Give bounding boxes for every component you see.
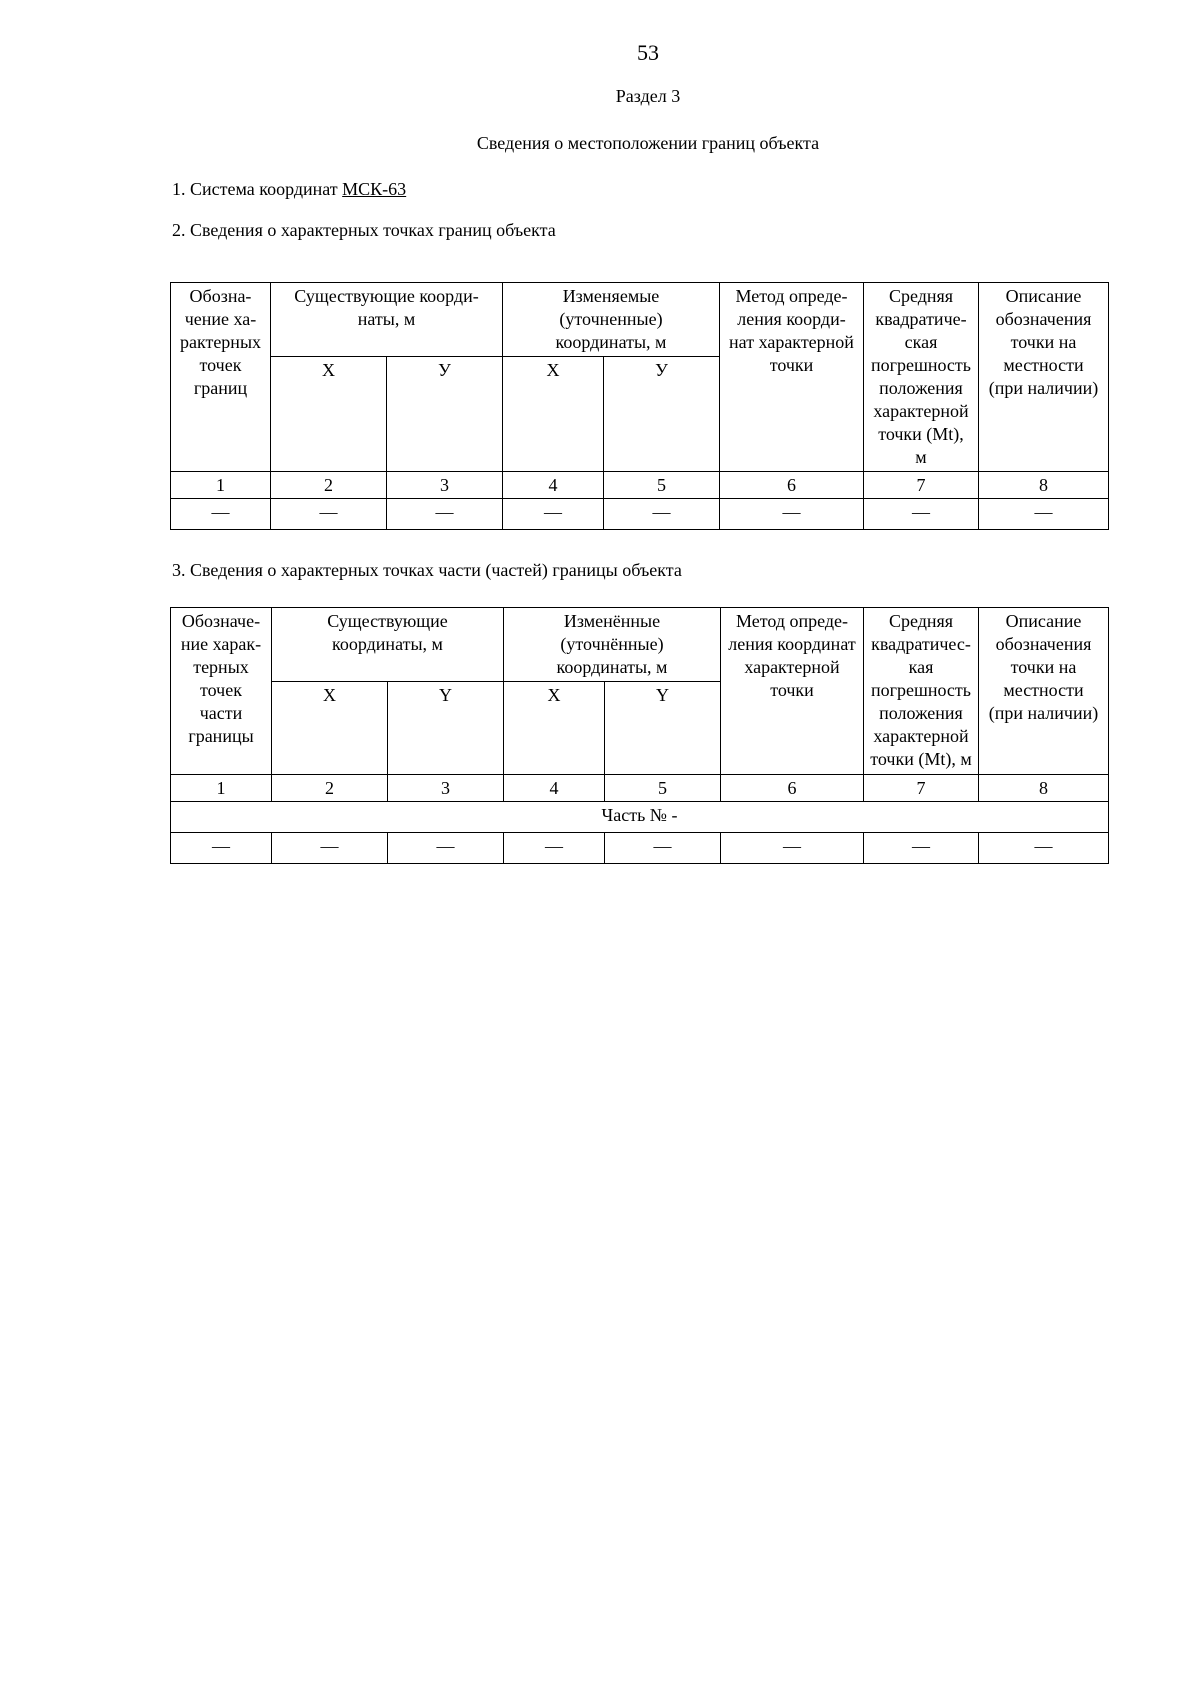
column-number: 8 bbox=[979, 472, 1109, 499]
header-y-existing: У bbox=[387, 357, 503, 472]
empty-cell-dash: — bbox=[605, 833, 721, 864]
column-number: 7 bbox=[864, 472, 979, 499]
coordinate-system-value: МСК-63 bbox=[342, 179, 407, 199]
empty-cell-dash: — bbox=[387, 499, 503, 530]
section-label: Раздел 3 bbox=[615, 86, 681, 106]
empty-cell-dash: — bbox=[864, 499, 979, 530]
empty-cell-dash: — bbox=[864, 833, 979, 864]
coordinate-system-line bbox=[172, 179, 406, 200]
part-points-table bbox=[170, 607, 1109, 864]
empty-cell-dash: — bbox=[388, 833, 504, 864]
empty-cell-dash: — bbox=[720, 499, 864, 530]
empty-cell-dash: — bbox=[721, 833, 864, 864]
empty-cell-dash: — bbox=[979, 499, 1109, 530]
column-numbers-row bbox=[171, 775, 1109, 802]
column-number: 1 bbox=[171, 775, 272, 802]
column-number: 4 bbox=[503, 472, 604, 499]
header-method: Метод опреде- ления коорди- нат характерной точки bbox=[720, 283, 864, 472]
empty-cell-dash: — bbox=[504, 833, 605, 864]
column-number: 5 bbox=[605, 775, 721, 802]
header-y-changed: Y bbox=[605, 682, 721, 775]
column-number: 6 bbox=[721, 775, 864, 802]
column-number: 3 bbox=[387, 472, 503, 499]
header-changed-coordinates: Изменяемые (уточненные) координаты, м bbox=[503, 283, 720, 357]
part-label: Часть № - bbox=[171, 802, 1109, 833]
header-point-designation: Обозна- чение ха- рактерных точек границ bbox=[171, 283, 271, 472]
characteristic-points-heading: 2. Сведения о характерных точках границ объекта bbox=[172, 220, 556, 240]
header-description: Описание обозначения точки на местности (при наличии) bbox=[979, 608, 1109, 775]
column-number: 7 bbox=[864, 775, 979, 802]
empty-cell-dash: — bbox=[271, 499, 387, 530]
column-number: 4 bbox=[504, 775, 605, 802]
empty-cell-dash: — bbox=[604, 499, 720, 530]
header-changed-coordinates: Изменённые (уточнённые) координаты, м bbox=[504, 608, 721, 682]
section-title: Сведения о местоположении границ объекта bbox=[476, 133, 820, 153]
part-points-heading: 3. Сведения о характерных точках части (частей) границы объекта bbox=[172, 560, 682, 580]
header-y-changed: У bbox=[604, 357, 720, 472]
empty-cell-dash: — bbox=[272, 833, 388, 864]
header-x-changed: X bbox=[504, 682, 605, 775]
header-x-existing: Х bbox=[271, 357, 387, 472]
header-existing-coordinates: Существующие коорди- наты, м bbox=[271, 283, 503, 357]
table-row bbox=[171, 499, 1109, 530]
header-existing-coordinates: Существующие координаты, м bbox=[272, 608, 504, 682]
characteristic-points-table bbox=[170, 282, 1109, 530]
header-mean-square-error: Средняя квадратичес- кая погрешность положения характерной точки (Mt), м bbox=[864, 608, 979, 775]
column-number: 5 bbox=[604, 472, 720, 499]
header-y-existing: Y bbox=[388, 682, 504, 775]
empty-cell-dash: — bbox=[503, 499, 604, 530]
column-number: 2 bbox=[271, 472, 387, 499]
empty-cell-dash: — bbox=[979, 833, 1109, 864]
column-number: 2 bbox=[272, 775, 388, 802]
column-numbers-row bbox=[171, 472, 1109, 499]
part-label-row bbox=[171, 802, 1109, 833]
table-row bbox=[171, 833, 1109, 864]
empty-cell-dash: — bbox=[171, 833, 272, 864]
column-number: 6 bbox=[720, 472, 864, 499]
column-number: 1 bbox=[171, 472, 271, 499]
header-description: Описание обозначения точки на местности (при наличии) bbox=[979, 283, 1109, 472]
header-x-changed: Х bbox=[503, 357, 604, 472]
coordinate-system-label: 1. Система координат bbox=[172, 179, 343, 199]
column-number: 8 bbox=[979, 775, 1109, 802]
header-mean-square-error: Средняя квадратиче- ская погрешность положения характерной точки (Mt), м bbox=[864, 283, 979, 472]
page-number: 53 bbox=[637, 40, 659, 65]
header-point-designation: Обозначе- ние харак- терных точек части границы bbox=[171, 608, 272, 775]
header-method: Метод опреде- ления координат характерной точки bbox=[721, 608, 864, 775]
column-number: 3 bbox=[388, 775, 504, 802]
empty-cell-dash: — bbox=[171, 499, 271, 530]
header-x-existing: X bbox=[272, 682, 388, 775]
